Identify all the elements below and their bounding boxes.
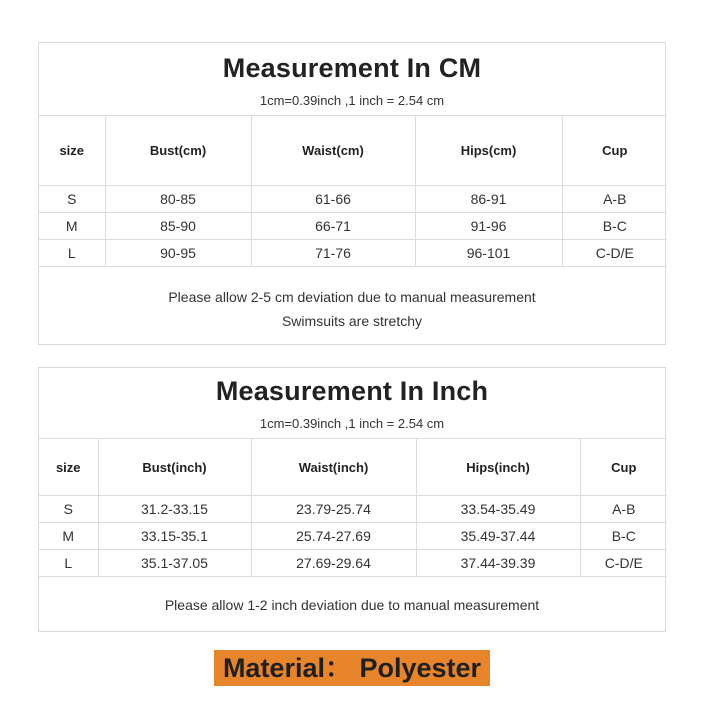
cm-chart-title: Measurement In CM: [222, 53, 482, 83]
table-row: [39, 186, 667, 213]
inch-chart-title: Measurement In Inch: [215, 376, 489, 406]
cm-size-table: [39, 115, 667, 267]
cell-size: M: [39, 213, 105, 240]
header-bust: Bust(inch): [98, 439, 251, 496]
cell-waist: 66-71: [251, 213, 415, 240]
header-waist: Waist(inch): [251, 439, 416, 496]
inch-size-table: [39, 438, 667, 577]
material-banner: Material： Polyester: [214, 650, 490, 686]
cell-size: L: [39, 240, 105, 267]
inch-notes: [39, 577, 665, 615]
cell-waist: 25.74-27.69: [251, 523, 416, 550]
cell-hips: 96-101: [415, 240, 562, 267]
header-cup: Cup: [580, 439, 667, 496]
cell-bust: 35.1-37.05: [98, 550, 251, 577]
cell-size: S: [39, 186, 105, 213]
header-bust: Bust(cm): [105, 116, 251, 186]
size-chart-inch: [38, 367, 666, 632]
table-row: [39, 523, 667, 550]
cell-waist: 71-76: [251, 240, 415, 267]
header-hips: Hips(cm): [415, 116, 562, 186]
cell-hips: 86-91: [415, 186, 562, 213]
stretch-note: Swimsuits are stretchy: [281, 313, 423, 329]
table-row: [39, 240, 667, 267]
cm-notes: [39, 267, 665, 333]
header-waist: Waist(cm): [251, 116, 415, 186]
size-chart-cm: [38, 42, 666, 345]
cell-hips: 37.44-39.39: [416, 550, 580, 577]
cell-cup: A-B: [580, 496, 667, 523]
cell-bust: 31.2-33.15: [98, 496, 251, 523]
cm-conversion-note: 1cm=0.39inch ,1 inch = 2.54 cm: [259, 93, 445, 108]
cell-size: S: [39, 496, 98, 523]
cell-bust: 33.15-35.1: [98, 523, 251, 550]
cell-cup: C-D/E: [562, 240, 667, 267]
cell-hips: 33.54-35.49: [416, 496, 580, 523]
cell-size: L: [39, 550, 98, 577]
table-header-row: [39, 116, 667, 186]
deviation-note: Please allow 1-2 inch deviation due to manual measurement: [164, 597, 540, 613]
header-size: size: [39, 439, 98, 496]
cell-hips: 35.49-37.44: [416, 523, 580, 550]
header-size: size: [39, 116, 105, 186]
cell-waist: 23.79-25.74: [251, 496, 416, 523]
cell-bust: 80-85: [105, 186, 251, 213]
table-row: [39, 496, 667, 523]
table-row: [39, 550, 667, 577]
cell-waist: 27.69-29.64: [251, 550, 416, 577]
cell-bust: 90-95: [105, 240, 251, 267]
header-hips: Hips(inch): [416, 439, 580, 496]
cell-cup: C-D/E: [580, 550, 667, 577]
cell-size: M: [39, 523, 98, 550]
cell-bust: 85-90: [105, 213, 251, 240]
table-row: [39, 213, 667, 240]
cell-cup: A-B: [562, 186, 667, 213]
cell-hips: 91-96: [415, 213, 562, 240]
deviation-note: Please allow 2-5 cm deviation due to manual measurement: [168, 289, 536, 305]
table-header-row: [39, 439, 667, 496]
header-cup: Cup: [562, 116, 667, 186]
cell-cup: B-C: [562, 213, 667, 240]
cell-waist: 61-66: [251, 186, 415, 213]
cell-cup: B-C: [580, 523, 667, 550]
inch-conversion-note: 1cm=0.39inch ,1 inch = 2.54 cm: [259, 416, 445, 431]
